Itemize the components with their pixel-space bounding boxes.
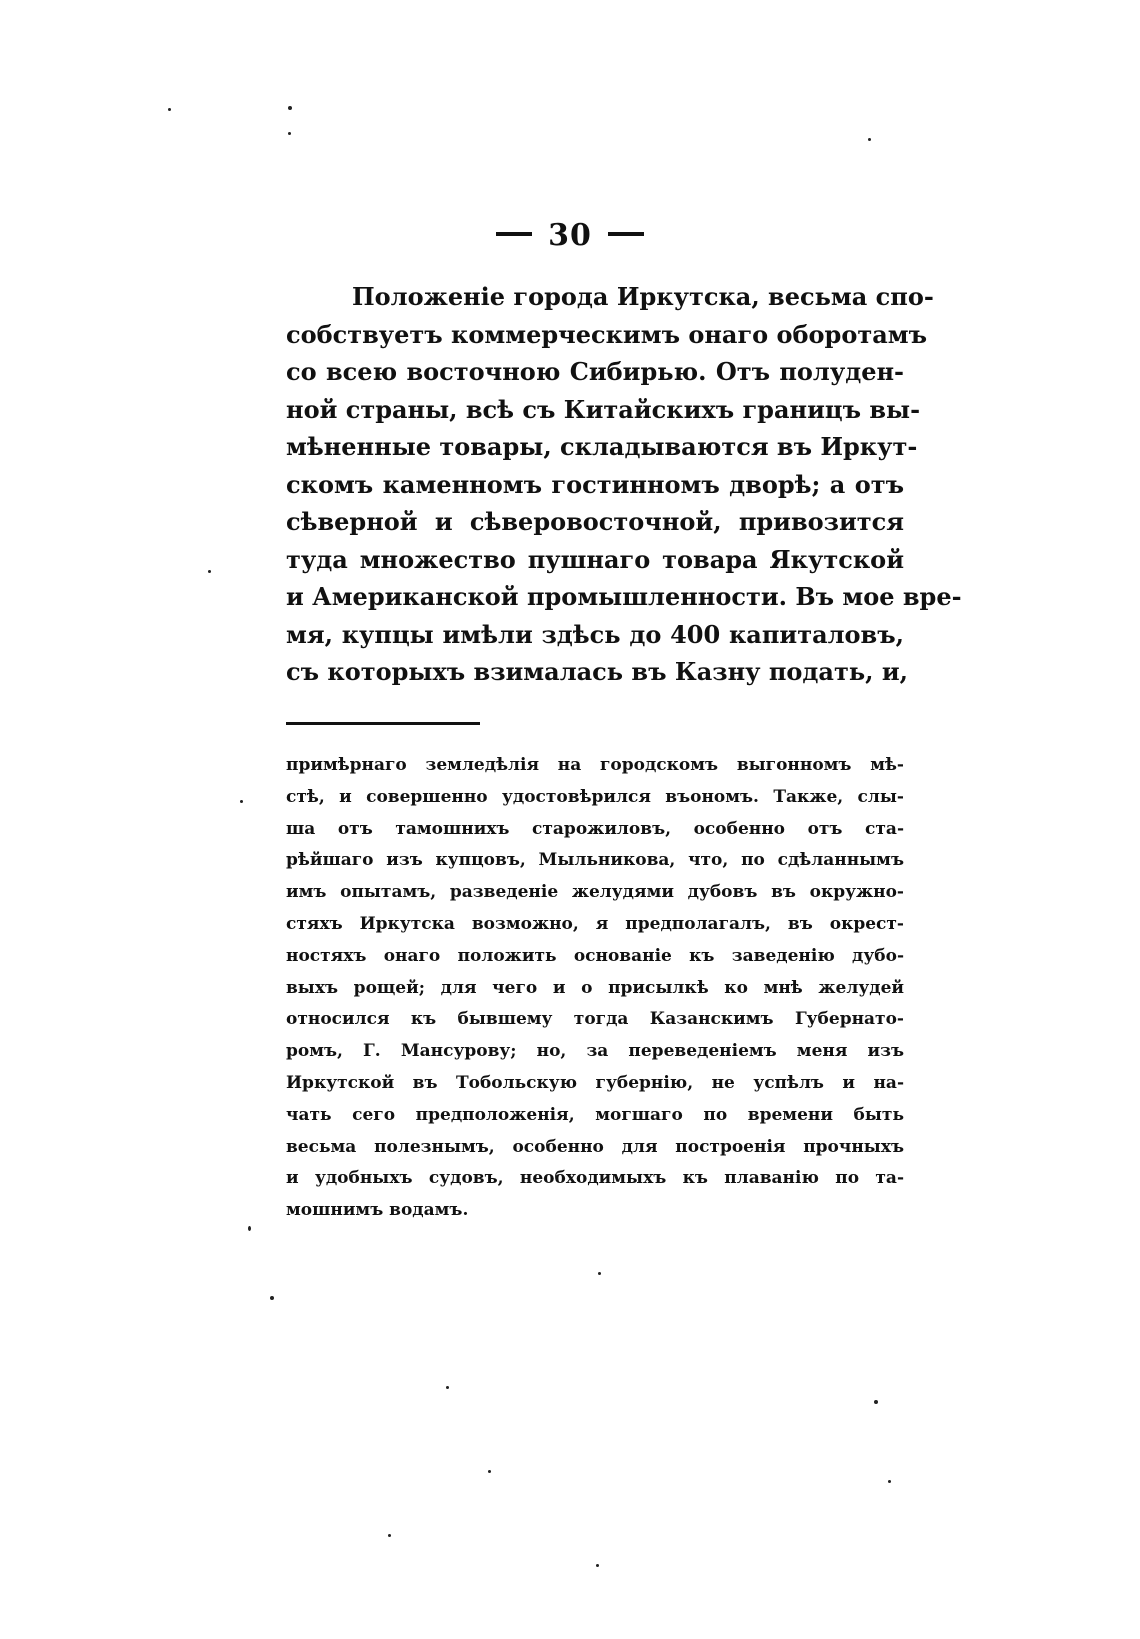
footnote-line: рѣйшаго изъ купцовъ, Мыльникова, что, по сдѣланнымъ [286,850,904,871]
scan-speck [240,800,243,803]
scan-speck [598,1272,601,1275]
footnote-line: имъ опытамъ, разведенiе желудями дубовъ въ окружно- [286,882,904,903]
main-line: мя, купцы имѣли здѣсь до 400 капиталовъ, [286,619,904,649]
footnote-line: мошнимъ водамъ. [286,1200,469,1221]
page-number-value: 30 [548,218,592,253]
footnote-line: стѣ, и совершенно удостовѣрился въономъ. Также, слы- [286,786,904,807]
footnote-line: относился къ бывшему тогда Казанскимъ Губернато- [286,1009,904,1030]
footnote-line: ша отъ тамошнихъ старожиловъ, особенно отъ ста- [286,818,904,839]
main-line: со всею восточною Сибирью. Отъ полуден- [286,357,904,386]
main-line: собствуетъ коммерческимъ онаго оборотамъ [286,319,928,349]
footnote-line: чать сего предположенiя, могшаго по времени быть [286,1104,904,1125]
footnote-separator-rule [286,722,480,725]
scan-speck [596,1564,599,1567]
main-line: ной страны, всѣ съ Китайскихъ границъ вы- [286,394,921,424]
scan-speck [488,1470,491,1473]
main-line: сѣверной и сѣверовосточной, привозится [286,507,904,536]
main-line: съ которыхъ взималась въ Казну подать, и, [286,657,909,686]
footnote [286,750,904,1227]
footnote-line: ромъ, Г. Мансурову; но, за переведенiемъ меня изъ [286,1041,904,1062]
footnote-line: Иркутской въ Тобольскую губернiю, не успѣлъ и на- [286,1072,904,1093]
footnote-line: выхъ рощей; для чего и о присылкѣ ко мнѣ желудей [286,977,904,998]
footnote-line: и удобныхъ судовъ, необходимыхъ къ плаванiю по та- [286,1168,904,1189]
page-number-dash-left [496,232,532,236]
main-line: Положенiе города Иркутска, весьма спо- [352,282,934,311]
footnote-line: ностяхъ онаго положить основанiе къ заведенiю дубо- [286,945,904,966]
scan-speck [868,138,871,141]
footnote-line: примѣрнаго земледѣлiя на городскомъ выгонномъ мѣ- [286,755,904,775]
main-line: туда множество пушнаго товара Якутской [286,544,904,574]
scan-speck [270,1296,274,1300]
page-number-dash-right [608,232,644,236]
main-line: мѣненные товары, складываются въ Иркут- [286,432,918,461]
scan-speck [288,132,291,135]
scan-speck [888,1480,891,1483]
scan-speck [168,108,171,111]
scan-speck [446,1386,449,1389]
main-line: и Американской промышленности. Въ мое вре- [286,582,962,611]
main-line: скомъ каменномъ гостинномъ дворѣ; а отъ [286,469,904,499]
scan-speck [874,1400,878,1404]
page-number [0,218,1140,253]
footnote-line: весьма полезнымъ, особенно для построенiя прочныхъ [286,1136,904,1157]
scan-speck [388,1534,391,1537]
scan-speck [288,106,292,110]
footnote-line: стяхъ Иркутска возможно, я предполагалъ, въ окрест- [286,913,904,934]
main-paragraph [286,278,962,691]
scan-speck [248,1226,251,1231]
scan-speck [208,570,211,573]
